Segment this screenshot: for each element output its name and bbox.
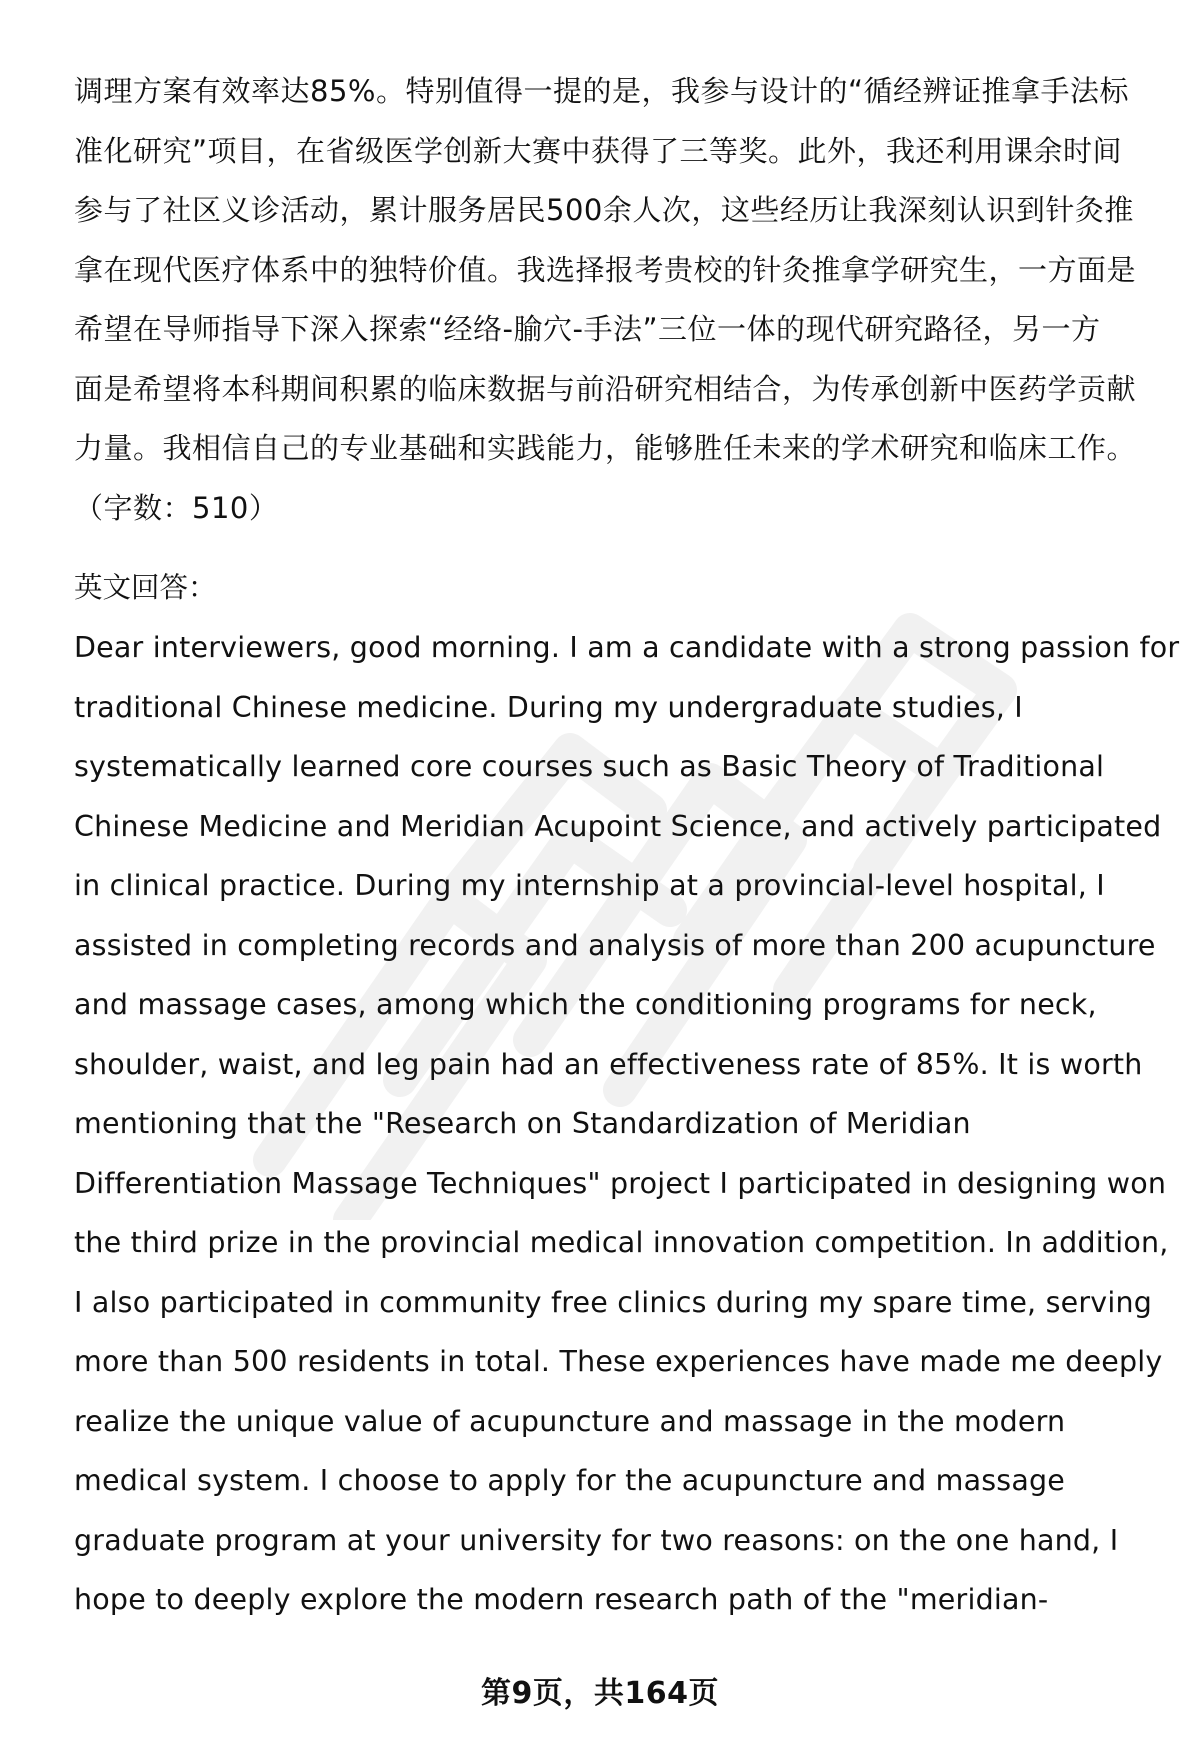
english-answer-line: in clinical practice. During my internship at a provincial-level hospital, I (74, 869, 1105, 902)
english-answer-line: medical system. I choose to apply for the acupuncture and massage (74, 1464, 1066, 1497)
chinese-answer-line: 面是希望将本科期间积累的临床数据与前沿研究相结合，为传承创新中医药学贡献 (74, 371, 1137, 406)
english-answer-line: Chinese Medicine and Meridian Acupoint Science, and actively participated (74, 809, 1162, 843)
chinese-answer-line: 拿在现代医疗体系中的独特价值。我选择报考贵校的针灸推拿学研究生，一方面是 (74, 252, 1137, 287)
english-answer-line: realize the unique value of acupuncture and massage in the modern (74, 1404, 1066, 1438)
english-answer-line: Differentiation Massage Techniques" project I participated in designing won (74, 1166, 1167, 1200)
english-answer-line: traditional Chinese medicine. During my undergraduate studies, I (74, 690, 1023, 724)
english-answer-line: shoulder, waist, and leg pain had an effectiveness rate of 85%. It is worth (74, 1047, 1143, 1081)
english-answer-line: assisted in completing records and analysis of more than 200 acupuncture (74, 928, 1156, 962)
chinese-answer-line: 准化研究”项目，在省级医学创新大赛中获得了三等奖。此外，我还利用课余时间 (74, 133, 1123, 168)
chinese-answer-block (74, 62, 1164, 538)
word-count: （字数：510） (74, 490, 279, 525)
english-answer-block (74, 558, 1180, 1630)
chinese-answer-line: 调理方案有效率达85%。特别值得一提的是，我参与设计的“循经辨证推拿手法标 (74, 74, 1129, 108)
english-answer-line: hope to deeply explore the modern research path of the "meridian- (74, 1583, 1049, 1616)
chinese-answer-line: 希望在导师指导下深入探索“经络-腧穴-手法”三位一体的现代研究路径，另一方 (74, 312, 1101, 346)
english-answer-line: I also participated in community free clinics during my spare time, serving (74, 1285, 1153, 1319)
answer-content (74, 62, 1180, 1630)
english-answer-line: graduate program at your university for two reasons: on the one hand, I (74, 1523, 1119, 1557)
page-number-footer: 第9页，共164页 (481, 1676, 719, 1711)
chinese-answer-line: 参与了社区义诊活动，累计服务居民500余人次，这些经历让我深刻认识到针灸推 (74, 193, 1134, 227)
english-answer-line: mentioning that the "Research on Standardization of Meridian (74, 1107, 971, 1140)
chinese-answer-line: 力量。我相信自己的专业基础和实践能力，能够胜任未来的学术研究和临床工作。 (74, 431, 1137, 465)
english-answer-label: 英文回答： (74, 571, 217, 604)
english-answer-line: systematically learned core courses such as Basic Theory of Traditional (74, 750, 1105, 783)
english-answer-line: and massage cases, among which the conditioning programs for neck, (74, 988, 1097, 1021)
english-answer-line: the third prize in the provincial medical innovation competition. In addition, (74, 1226, 1169, 1259)
english-answer-line: Dear interviewers, good morning. I am a candidate with a strong passion for (74, 631, 1180, 664)
english-answer-line: more than 500 residents in total. These experiences have made me deeply (74, 1345, 1163, 1378)
section-gap (74, 538, 1164, 558)
